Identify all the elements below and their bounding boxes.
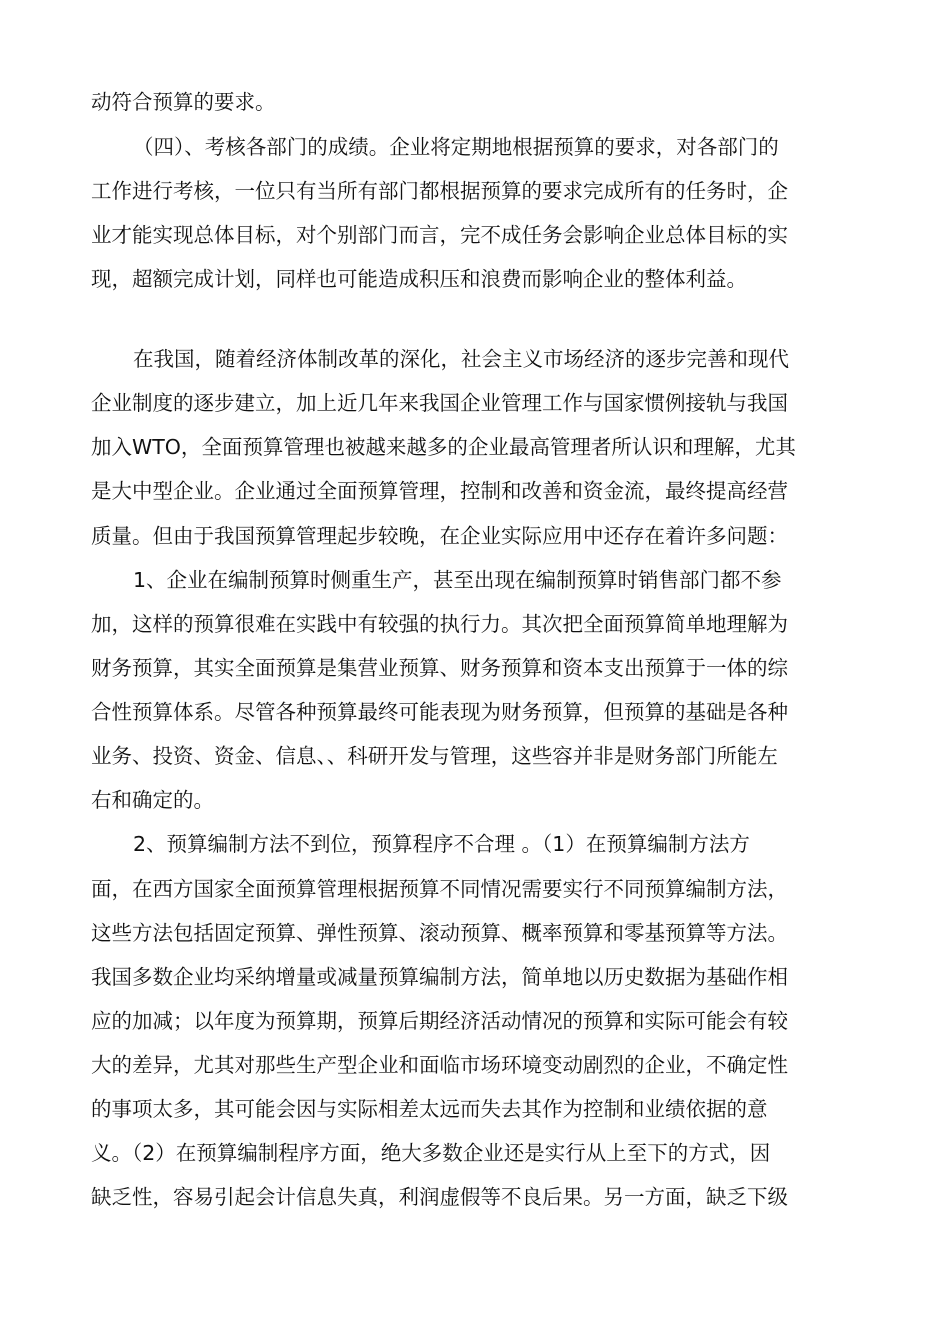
text-line: 面，在西方国家全面预算管理根据预算不同情况需要实行不同预算编制方法， xyxy=(91,877,788,901)
text-line: 业务、投资、资金、信息、、科研开发与管理，这些容并非是财务部门所能左 xyxy=(91,744,778,768)
text-line: 应的加减；以年度为预算期，预算后期经济活动情况的预算和实际可能会有较 xyxy=(91,1009,788,1033)
text-line: 在我国，随着经济体制改革的深化，社会主义市场经济的逐步完善和现代 xyxy=(133,347,789,371)
text-line: 质量。但由于我国预算管理起步较晚，在企业实际应用中还存在着许多问题： xyxy=(91,524,788,548)
text-line: 缺乏性，容易引起会计信息失真，利润虚假等不良后果。另一方面，缺乏下级 xyxy=(91,1185,788,1209)
text-line: 大的差异，尤其对那些生产型企业和面临市场环境变动剧烈的企业，不确定性 xyxy=(91,1053,788,1077)
text-line: 是大中型企业。企业通过全面预算管理，控制和改善和资金流，最终提高经营 xyxy=(91,479,788,503)
text-line: 1、企业在编制预算时侧重生产，甚至出现在编制预算时销售部门都不参 xyxy=(133,568,782,592)
text-line: 业才能实现总体目标，对个别部门而言，完不成任务会影响企业总体目标的实 xyxy=(91,223,788,247)
text-line: 义。（2）在预算编制程序方面，绝大多数企业还是实行从上至下的方式，因 xyxy=(91,1141,771,1165)
text-line: 2、预算编制方法不到位，预算程序不合理 。（1）在预算编制方法方 xyxy=(133,832,750,856)
text-line: （四）、考核各部门的成绩。企业将定期地根据预算的要求，对各部门的 xyxy=(133,135,779,159)
text-line: 加，这样的预算很难在实践中有较强的执行力。其次把全面预算简单地理解为 xyxy=(91,612,788,636)
text-line: 财务预算，其实全面预算是集营业预算、财务预算和资本支出预算于一体的综 xyxy=(91,656,788,680)
text-line: 现，超额完成计划，同样也可能造成积压和浪费而影响企业的整体利益。 xyxy=(91,267,747,291)
text-line: 工作进行考核，一位只有当所有部门都根据预算的要求完成所有的任务时，企 xyxy=(91,179,788,203)
text-line: 合性预算体系。尽管各种预算最终可能表现为财务预算，但预算的基础是各种 xyxy=(91,700,788,724)
text-line: 动符合预算的要求。 xyxy=(91,90,276,114)
text-line: 的事项太多，其可能会因与实际相差太远而失去其作为控制和业绩依据的意 xyxy=(91,1097,768,1121)
text-line: 我国多数企业均采纳增量或减量预算编制方法，简单地以历史数据为基础作相 xyxy=(91,965,788,989)
text-line: 右和确定的。 xyxy=(91,788,214,812)
text-line: 加入WTO，全面预算管理也被越来越多的企业最高管理者所认识和理解，尤其 xyxy=(91,435,796,459)
text-line: 企业制度的逐步建立，加上近几年来我国企业管理工作与国家惯例接轨与我国 xyxy=(91,391,788,415)
text-line: 这些方法包括固定预算、弹性预算、滚动预算、概率预算和零基预算等方法。 xyxy=(91,921,788,945)
